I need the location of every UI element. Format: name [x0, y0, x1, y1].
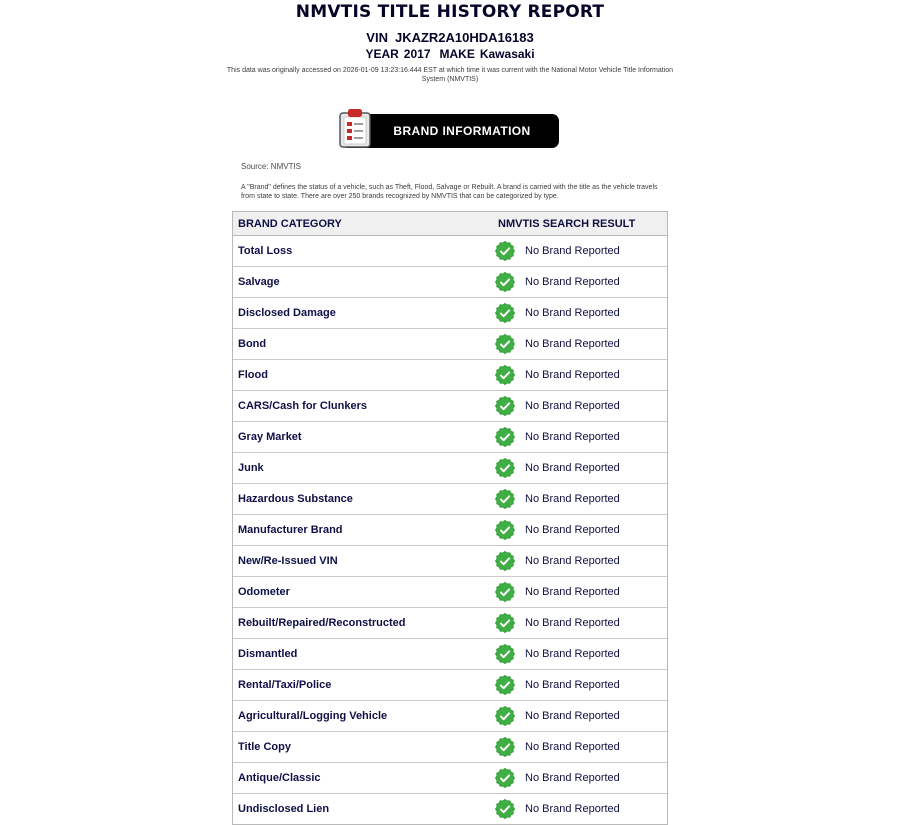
search-result-cell	[494, 798, 667, 820]
green-check-seal-icon	[494, 674, 516, 696]
table-row	[233, 329, 667, 360]
green-check-seal-icon	[494, 333, 516, 355]
search-result-text: No Brand Reported	[525, 555, 620, 567]
header-search-result: NMVTIS SEARCH RESULT	[498, 217, 636, 230]
green-check-seal-icon	[494, 271, 516, 293]
brand-information-button[interactable]	[341, 114, 559, 148]
search-result-cell	[494, 488, 667, 510]
search-result-cell	[494, 550, 667, 572]
brand-category: Manufacturer Brand	[238, 524, 343, 536]
year-value: 2017	[403, 47, 431, 61]
green-check-seal-icon	[494, 767, 516, 789]
brand-category: Flood	[238, 369, 268, 381]
table-row	[233, 732, 667, 763]
search-result-cell	[494, 612, 667, 634]
table-row	[233, 608, 667, 639]
brand-category: Total Loss	[238, 245, 293, 257]
search-result-cell	[494, 519, 667, 541]
vin-value: JKAZR2A10HDA16183	[394, 30, 534, 45]
clipboard-icon	[338, 107, 372, 152]
table-row	[233, 484, 667, 515]
brand-category: Salvage	[238, 276, 280, 288]
table-row	[233, 670, 667, 701]
table-row	[233, 546, 667, 577]
brand-category: Hazardous Substance	[238, 493, 353, 505]
table-row	[233, 701, 667, 732]
disclaimer-line-2: System (NMVTIS)	[421, 75, 479, 83]
green-check-seal-icon	[494, 581, 516, 603]
search-result-text: No Brand Reported	[525, 710, 620, 722]
green-check-seal-icon	[494, 364, 516, 386]
green-check-seal-icon	[494, 302, 516, 324]
search-result-text: No Brand Reported	[525, 369, 620, 381]
disclaimer-line-1: This data was originally accessed on 2026-01-09 13:23:16.444 EST at which time it was current with the National Motor Vehicle Title Information	[226, 67, 674, 74]
table-row	[233, 763, 667, 794]
green-check-seal-icon	[494, 240, 516, 262]
search-result-text: No Brand Reported	[525, 524, 620, 536]
search-result-cell	[494, 643, 667, 665]
brand-category: New/Re-Issued VIN	[238, 555, 338, 567]
content-column	[232, 162, 668, 825]
search-result-cell	[494, 581, 667, 603]
brand-category: Odometer	[238, 586, 290, 598]
search-result-text: No Brand Reported	[525, 617, 620, 629]
search-result-cell	[494, 240, 667, 262]
brand-table-header	[233, 212, 667, 236]
search-result-cell	[494, 767, 667, 789]
brand-category: Rental/Taxi/Police	[238, 679, 332, 691]
green-check-seal-icon	[494, 643, 516, 665]
green-check-seal-icon	[494, 550, 516, 572]
search-result-cell	[494, 426, 667, 448]
brand-table	[232, 211, 668, 825]
search-result-cell	[494, 705, 667, 727]
year-label: YEAR	[365, 47, 399, 61]
brand-category: Rebuilt/Repaired/Reconstructed	[238, 617, 406, 629]
vin-line	[0, 30, 900, 45]
brand-description: A "Brand" defines the status of a vehicle, such as Theft, Flood, Salvage or Rebuilt. A brand is carried with the title as the vehicle travels from state to state. There are over 250 brands recognized by NMVTIS that can be categorized by type.	[241, 184, 658, 200]
brand-information-button-label: BRAND INFORMATION	[393, 124, 531, 138]
table-row	[233, 267, 667, 298]
search-result-text: No Brand Reported	[525, 803, 620, 815]
brand-table-body	[233, 236, 667, 824]
search-result-cell	[494, 271, 667, 293]
make-value: Kawasaki	[479, 47, 535, 61]
table-row	[233, 794, 667, 824]
search-result-text: No Brand Reported	[525, 400, 620, 412]
search-result-cell	[494, 457, 667, 479]
green-check-seal-icon	[494, 705, 516, 727]
search-result-text: No Brand Reported	[525, 648, 620, 660]
page-title: NMVTIS TITLE HISTORY REPORT	[295, 2, 605, 22]
search-result-text: No Brand Reported	[525, 772, 620, 784]
table-row	[233, 453, 667, 484]
table-row	[233, 236, 667, 267]
brand-information-section	[0, 114, 900, 148]
green-check-seal-icon	[494, 798, 516, 820]
table-row	[233, 360, 667, 391]
brand-category: Gray Market	[238, 431, 302, 443]
search-result-text: No Brand Reported	[525, 245, 620, 257]
green-check-seal-icon	[494, 395, 516, 417]
search-result-text: No Brand Reported	[525, 741, 620, 753]
table-row	[233, 391, 667, 422]
search-result-text: No Brand Reported	[525, 307, 620, 319]
brand-category: Junk	[238, 462, 264, 474]
green-check-seal-icon	[494, 519, 516, 541]
table-row	[233, 577, 667, 608]
search-result-cell	[494, 333, 667, 355]
search-result-cell	[494, 364, 667, 386]
green-check-seal-icon	[494, 426, 516, 448]
search-result-text: No Brand Reported	[525, 338, 620, 350]
vin-label: VIN	[366, 30, 388, 45]
green-check-seal-icon	[494, 612, 516, 634]
search-result-text: No Brand Reported	[525, 679, 620, 691]
search-result-cell	[494, 302, 667, 324]
search-result-cell	[494, 736, 667, 758]
search-result-text: No Brand Reported	[525, 493, 620, 505]
table-row	[233, 515, 667, 546]
search-result-cell	[494, 674, 667, 696]
year-make-line	[0, 47, 900, 61]
make-label: MAKE	[439, 47, 475, 61]
table-row	[233, 422, 667, 453]
search-result-text: No Brand Reported	[525, 586, 620, 598]
header-brand-category: BRAND CATEGORY	[238, 217, 342, 230]
search-result-text: No Brand Reported	[525, 462, 620, 474]
access-disclaimer	[0, 67, 900, 84]
source-line: Source: NMVTIS	[241, 162, 302, 171]
green-check-seal-icon	[494, 488, 516, 510]
search-result-text: No Brand Reported	[525, 276, 620, 288]
brand-category: CARS/Cash for Clunkers	[238, 400, 367, 412]
table-row	[233, 639, 667, 670]
brand-category: Antique/Classic	[238, 772, 321, 784]
search-result-cell	[494, 395, 667, 417]
brand-category: Agricultural/Logging Vehicle	[238, 710, 388, 722]
green-check-seal-icon	[494, 457, 516, 479]
brand-category: Dismantled	[238, 648, 298, 660]
brand-category: Disclosed Damage	[238, 307, 336, 319]
table-row	[233, 298, 667, 329]
brand-category: Undisclosed Lien	[238, 803, 330, 815]
brand-category: Title Copy	[238, 741, 291, 753]
green-check-seal-icon	[494, 736, 516, 758]
brand-category: Bond	[238, 338, 267, 350]
search-result-text: No Brand Reported	[525, 431, 620, 443]
